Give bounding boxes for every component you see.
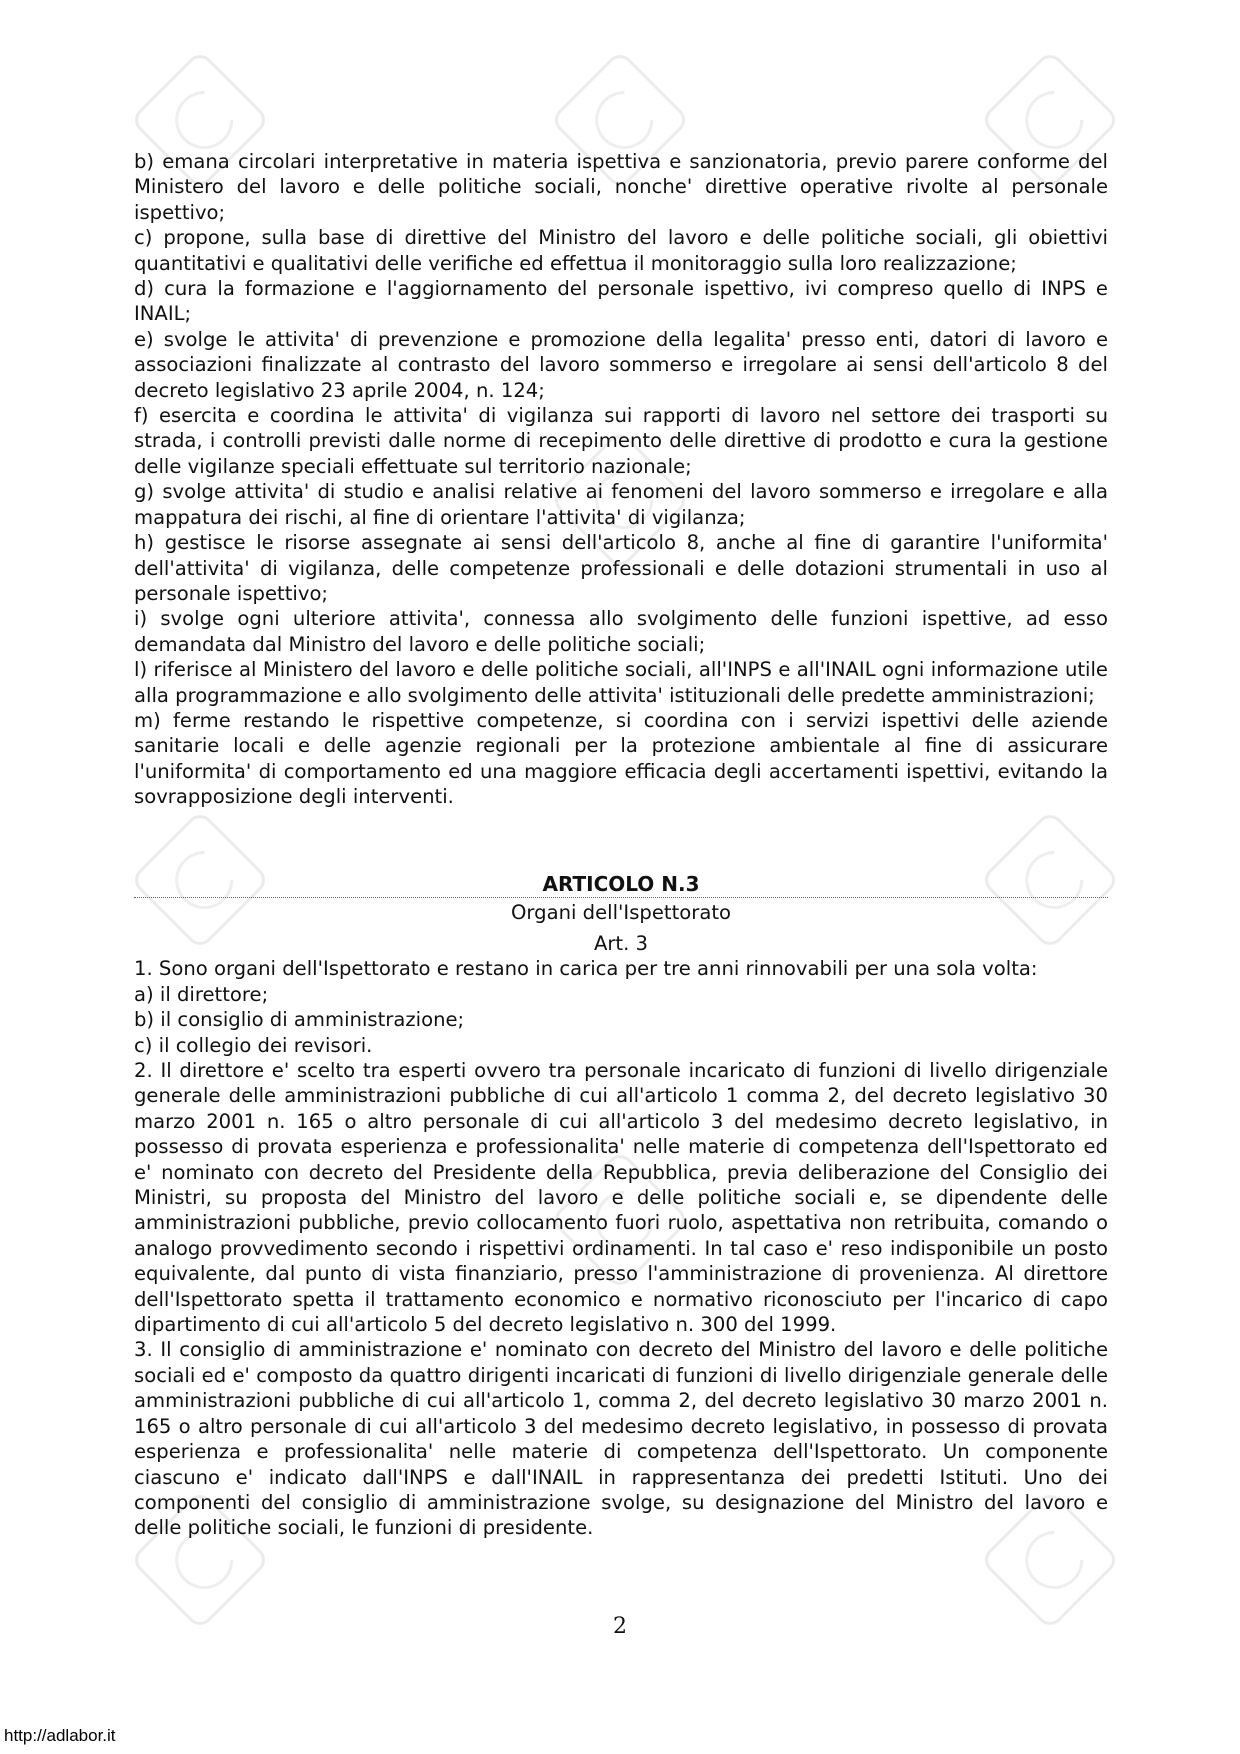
list-item: m) ferme restando le rispettive competenze, si coordina con i servizi ispettivi delle aziende sanitarie locali e delle agenzie regionali per la protezione ambientale al fine di assicurare l'uniformita' di comportamento ed una maggiore efficacia degli accertamenti ispettivi, evitando la sovrapposizione degli interventi.: [134, 708, 1108, 809]
list-item: e) svolge le attivita' di prevenzione e promozione della legalita' presso enti, datori di lavoro e associazioni finalizzate al contrasto del lavoro sommerso e irregolare ai sensi dell'articolo 8 del decreto legislativo 23 aprile 2004, n. 124;: [134, 327, 1108, 402]
article-paragraph: a) il direttore;: [134, 982, 269, 1006]
list-item: i) svolge ogni ulteriore attivita', connessa allo svolgimento delle funzioni ispettive, ad esso demandata dal Ministro del lavoro e delle politiche sociali;: [134, 607, 1108, 656]
article-paragraph: 2. Il direttore e' scelto tra esperti ovvero tra personale incaricato di funzioni di livello dirigenziale generale delle amministrazioni pubbliche di cui all'articolo 1 comma 2, del decreto legislativo 30 marzo 2001 n. 165 o altro personale di cui all'articolo 3 del medesimo decreto legislativo, in possesso di provata esperienza e professionalita' nelle materie di competenza dell'Ispettorato ed e' nominato con decreto del Presidente della Repubblica, previa deliberazione del Consiglio dei Ministri, su proposta del Ministro del lavoro e delle politiche sociali e, se dipendente delle amministrazioni pubbliche, previo collocamento fuori ruolo, aspettativa non retribuita, comando o analogo provvedimento secondo i rispettivi ordinamenti. In tal caso e' reso indisponibile un posto equivalente, dal punto di vista finanziario, presso l'amministrazione di provenienza. Al direttore dell'Ispettorato spetta il trattamento economico e normativo riconosciuto per l'incarico di capo dipartimento di cui all'articolo 5 del decreto legislativo n. 300 del 1999.: [134, 1059, 1108, 1337]
document-body: [134, 149, 1108, 1541]
list-item: h) gestisce le risorse assegnate ai sensi dell'articolo 8, anche al fine di garantire l'uniformita' dell'attivita' di vigilanza, delle competenze professionali e delle dotazioni strumentali in uso al personale ispettivo;: [134, 531, 1108, 605]
list-item: c) propone, sulla base di direttive del Ministro del lavoro e delle politiche sociali, gli obiettivi quantitativi e qualitativi delle verifiche ed effettua il monitoraggio sulla loro realizzazione;: [134, 226, 1108, 275]
list-item: l) riferisce al Ministero del lavoro e delle politiche sociali, all'INPS e all'INAIL ogni informazione utile alla programmazione e allo svolgimento delle attivita' istituzionali delle predette amministrazioni;: [134, 658, 1108, 707]
footer-url: http://adlabor.it: [4, 1726, 116, 1745]
article-paragraph: c) il collegio dei revisori.: [134, 1033, 373, 1057]
page-number: 2: [613, 1614, 627, 1639]
list-item: d) cura la formazione e l'aggiornamento del personale ispettivo, ivi compreso quello di INPS e INAIL;: [134, 277, 1108, 326]
article-number: Art. 3: [593, 931, 649, 955]
list-item: f) esercita e coordina le attivita' di vigilanza sui rapporti di lavoro nel settore dei trasporti su strada, i controlli previsti dalle norme di recepimento delle direttive di prodotto e cura la gestione delle vigilanze speciali effettuate sul territorio nazionale;: [134, 404, 1108, 478]
article-paragraph: 3. Il consiglio di amministrazione e' nominato con decreto del Ministro del lavoro e delle politiche sociali ed e' composto da quattro dirigenti incaricati di funzioni di livello dirigenziale generale delle amministrazioni pubbliche di cui all'articolo 1, comma 2, del decreto legislativo 30 marzo 2001 n. 165 o altro personale di cui all'articolo 3 del medesimo decreto legislativo, in possesso di provata esperienza e professionalita' nelle materie di competenza dell'Ispettorato. Un componente ciascuno e' indicato dall'INPS e dall'INAIL in rappresentanza dei predetti Istituti. Uno dei componenti del consiglio di amministrazione svolge, su designazione del Ministro del lavoro e delle politiche sociali, le funzioni di presidente.: [134, 1338, 1108, 1540]
article-heading: ARTICOLO N.3: [134, 872, 1108, 898]
article-subtitle: Organi dell'Ispettorato: [511, 900, 731, 924]
list-item: b) emana circolari interpretative in materia ispettiva e sanzionatoria, previo parere conforme del Ministero del lavoro e delle politiche sociali, nonche' direttive operative rivolte al personale ispettivo;: [134, 150, 1108, 224]
article-body: [134, 956, 1108, 1540]
article-paragraph: b) il consiglio di amministrazione;: [134, 1008, 465, 1032]
article-paragraph: 1. Sono organi dell'Ispettorato e restano in carica per tre anni rinnovabili per una sola volta:: [134, 957, 1038, 981]
top-list: [134, 149, 1108, 810]
list-item: g) svolge attivita' di studio e analisi relative ai fenomeni del lavoro sommerso e irregolare e alla mappatura dei rischi, al fine di orientare l'attivita' di vigilanza;: [134, 480, 1108, 529]
